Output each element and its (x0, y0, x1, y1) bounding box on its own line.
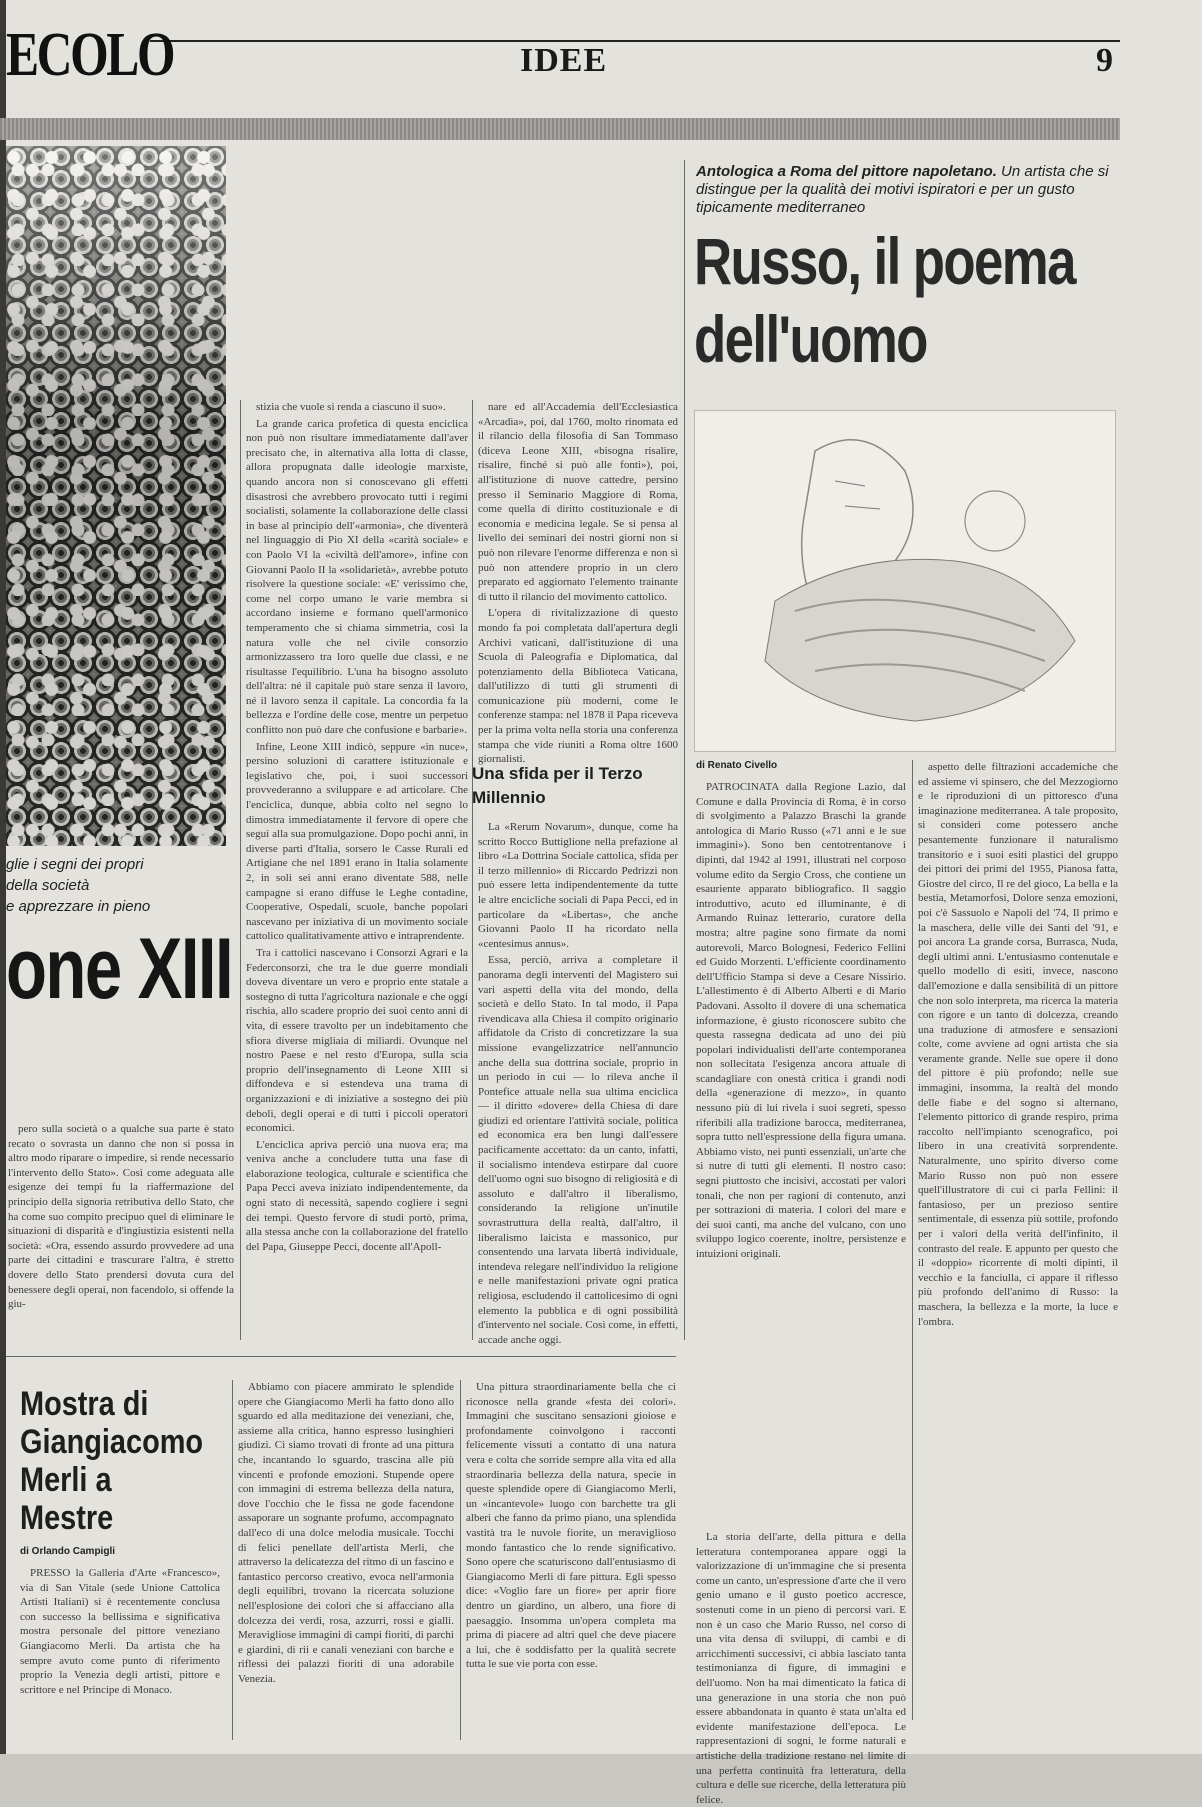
left-story-column-1 (8, 1122, 234, 1340)
paragraph: Una pittura straordinariamente bella che ci riconosce nella grande «festa dei colori». Immagini che suscitano sensazioni gioiose e profondamente coinvolgono i racconti felicemente vissuti a contatto di una natura vera e colta che sorride sempre alla vita ed alla straordinaria bellezza della natura, specie in queste splendide opere di Giangiacomo Merli, un «incantevole» luogo con barchette tra gli alberi che fanno da primo piano, una splendida vastità tra le nuvole fiorite, un meraviglioso mondo fantastico che lo rende significativo. Sono opere che scaturiscono dall'entusiasmo di Giangiacomo Merli di fare pittura. Egli spesso dice: «Voglio fare un fiore» per aprir fiore dentro un giardino, un albero, una fiore di paesaggio. Insomma un'opera completa ma prima di piacere ad altri quel che deve piacere a lui, che è soddisfatto per la qualità secrete tutta le sue vie porta con esse. (466, 1381, 676, 1671)
masthead-logo: ECOLO (6, 21, 174, 89)
painting-sketch-icon (695, 411, 1115, 751)
header-rule (150, 40, 1120, 42)
column-rule (240, 400, 241, 1340)
left-story-subhead: Una sfida per il Terzo Millennio (472, 764, 643, 807)
column-rule (912, 760, 913, 1720)
paragraph: aspetto delle filtrazioni accademiche che ed assieme vi spinsero, che del Mezzogiorno e le riproduzioni di un pittoresco d'una imaginazione mediterranea. A tale proposito, si consideri come potessero anche pesantemente funzionare il naturalismo transitorio e i suoi esiti plastici del gruppo dei pittori dei primi del 1955, Pianosa fatta, Giostre del circo, Il re del gioco, La bella e la bestia, Metamorfosi, Dolore senza emozioni, poi c'è Sassuolo e Napoli del '74, Il primo e la maschera, delle ville dei Santi del '91, e poi ancora La grande corsa, Burrasca, Nuda, degli ultimi anni. L'entusiasmo contenutale e quello modello di esiti, invece, nascono dall'emozione e dalla sensibilità di un pittore che non solo interpreta, ma ricerca la materia con rigore e un tanto di dolcezza, creando una traduzione di atmosfere e sensazioni colte, come avviene ad ogni artista che sia veramente grande. Nelle sue opere il dono del pittore è più profondo; nelle sue immagini, insomma, la realtà del mondo delle fiabe e del sogno si alternano, l'elemento pittorico di grande respiro, prima raccolto nell'impianto scenografico, poi libero in una creatività sorprendente. Naturalmente, uno spirito diverso come Mario Russo non può non essere quell'illustratore di cui ci parla Fellini: il fantasioso, per un prezioso sentire sentimentale, di essenza più sottile, profondo per i valori della verità dell'infinito, il contrasto del reale. E appunto per questo che il «doppio» ricorrente di molti dipinti, il vecchio e la fanciulla, ci appare il riflesso più profondo dell'animo di Russo: la maschera, la bellezza e la morte, la luce e l'ombra. (918, 761, 1118, 1328)
header-band (0, 118, 1120, 140)
left-story-headline: one XIII (6, 921, 233, 1017)
photo-shading (6, 146, 226, 846)
paragraph: La grande carica profetica di questa enciclica non può non risultare immediatamente dall'aver precisato che, in alternativa alla lotta di classe, allora propugnata dalle ideologie marxiste, quando ancora non si conoscevano gli effetti disastrosi che avrebbero provocato tutti i regimi socialisti, solamente la collaborazione delle classi in base al principio dell'«armonia», che diventerà nel linguaggio di Pio XI della «carità sociale» e con Paolo VI la «civiltà dell'amore», infine con Giovanni Paolo II la «solidarietà», avrebbe potuto risolvere la questione sociale: «E' verissimo che, come nel corpo umano le varie membra si accordano insieme e formano quell'armonico temperamento che si chiama simmetria, così la natura volle che nel civile consorzio armonizzassero tra loro quelle due classi, e ne risultasse l'equilibrio. L'una ha bisogno assoluto dell'altra: né il capitale può stare senza il lavoro, né il lavoro senza il capitale. La concordia fa la bellezza e l'ordine delle cose, mentre un perpetuo conflitto non può dare che confusione e barbarie». (246, 417, 468, 737)
page-number: 9 (1096, 42, 1113, 79)
left-story-column-3 (478, 400, 678, 766)
paragraph: Abbiamo con piacere ammirato le splendide opere che Giangiacomo Merli ha fatto dono allo sguardo ed alla meditazione dei veneziani, che, assieme alla critica, hanno espresso lusinghieri giudizi. Ci siamo trovati di fronte ad una pittura che, incantando lo sguardo, trascina alle più vincenti e profonde emozioni. Stupende opere con immagini di estrema bellezza della natura, dove l'occhio che le fissa ne gode facendone assaporare un sognante profumo, accompagnato dall'eco di una dolce melodia musicale. Tocchi di felici penellate dell'artista Merli, che attraverso la delicatezza del ritmo di un fascino e fantastico percorso creativo, evoca nell'armonia degli equilibri, trovano la ricercata soluzione nell'esplosione dei colori che si affacciano alla dolcezza dei verdi, rosa, azzurri, rossi e gialli. Meravigliose immagini di campi fioriti, di parchi e giardini, di rii e canali veneziani con barche e riflessi dei palazzi fioriti di una adorabile Venezia. (238, 1381, 454, 1685)
painting-illustration (694, 410, 1116, 752)
headline-line: dell'uomo (694, 302, 927, 376)
paragraph: stizia che vuole si renda a ciascuno il suo». (256, 401, 446, 413)
photo-caption (6, 854, 236, 917)
left-story-column-2 (246, 400, 468, 1340)
paragraph: pero sulla società o a qualche sua parte è stato recato o sovrasta un danno che non si possa in altro modo riparare o impedire, si rende necessario l'intervento dello Stato». Così come adeguata alle esigenze dei tempi fu la riaffermazione del principio della signoria retributiva dello Stato, che ha come suo compito precipuo quel di eliminare le situazioni di disparità e d'ingiustizia esistenti nella società: «Ora, essendo assurdo provvedere ad una parte dei cittadini e trascurare l'altra, è stretto dovere dello Stato prendersi dovuta cura del benessere degli operai, non facendolo, si offende la giu- (8, 1123, 234, 1311)
paragraph: PRESSO la Galleria d'Arte «Francesco», via di San Vitale (sede Unione Cattolica Artisti Italiani) si è recentemente conclusa con successo la bellissima e significativa mostra personale del pittore veneziano Giangiacomo Merli. Da artista che ha sempre avuto come punto di riferimento proprio la Venezia degli artisti, pittore e scrittore e nel Principe di Monaco. (20, 1567, 220, 1696)
paragraph: L'enciclica apriva perciò una nuova era; ma veniva anche a concludere tutta una fase di elaborazione teologica, culturale e scientifica che Papa Pecci aveva iniziato indipendentemente, da ogni stato di necessità, sapendo cogliere i segni dei tempi. Questo fervore di studi portò, prima, alla stessa anche con la collaborazione del fratello del Papa, Giuseppe Pecci, docente all'Apoll- (246, 1138, 468, 1253)
headline-line: Russo, il poema (694, 224, 1075, 298)
left-story-column-3b (478, 820, 678, 1346)
column-rule (684, 160, 685, 1340)
caption-line: della società (6, 877, 90, 894)
paragraph: PATROCINATA dalla Regione Lazio, dal Comune e dalla Provincia di Roma, è in corso di svolgimento a Palazzo Braschi la grande antologica di Mario Russo («71 anni e le sue immagini»). Sono ben centotrentanove i dipinti, dal 1942 al 1991, illustrati nel corposo volume edito da Sergio Cross, che contiene un esauriente apparato bibliografico. Il saggio introduttivo, acuto ed illuminante, è di Armando Ruinaz letterario, curatore della mostra; altre pagine sono firmate da nomi autorevoli, Marco Bolognesi, Federico Fellini ed Guido Morzenti. L'efficiente coordinamento dell'Ufficio Stampa si deve a Cesare Nissirio. L'allestimento è di Alberto Alberti e di Mario Padovani. Assolto il dovere di una schematica informazione, è giusto riconoscere subito che questa rassegna dedicata ad uno dei più popolari individualisti dell'arte contemporanea non sollecitata l'esigenza ancora attuale di scandagliare con onestà critica i grandi nodi della «generazione di mezzo», in quanto nessuno più di lui rivela i suoi segreti, spesso riferibili alla tradizione barocca, mediterranea, sopra tutto nell'espressione della figura umana. Abbiamo visto, nei punti essenziali, un'arte che si nutre di tutti gli elementi. Il nostro caso: segni piuttosto che incisivi, accostati per valori tonali, che non per ragioni di contenuto, anzi per sottrazioni di materia. I colori del mare e dei suoi canti, ma anche del vulcano, con uno sviluppo logico coerente, inoltre, persistenze e intuizioni originali. (696, 781, 906, 1260)
paragraph: La «Rerum Novarum», dunque, come ha scritto Rocco Buttiglione nella prefazione al libro «La Dottrina Sociale cattolica, sfida per il terzo millennio» di Riccardo Pedrizzi non può essere letta indipendentemente da tutte le altre encicliche sociali di Papa Pecci, ed in particolare da «Libertas», che anche Giovanni Paolo II ha ricordato nella «centesimus annus». (478, 821, 678, 950)
paragraph: L'opera di rivitalizzazione di questo mondo fa poi completata dall'apertura degli Archivi vaticani, dall'istituzione di una Scuola di Paleografia e Diplomatica, dal potenziamento della Biblioteca Vaticana, dall'utilizzo di tutti gli strumenti di comunicazione più moderni, come le conferenze stampa: nel 1878 il Papa riceveva per la prima volta nella storia una conferenza stampa che vide riuniti a Roma oltre 1600 giornalisti. (478, 607, 678, 766)
bottom-story-column-3 (466, 1380, 676, 1740)
paragraph: La storia dell'arte, della pittura e della letteratura contemporanea appare oggi la valorizzazione di un'immagine che si presenta come un canto, un'espressione d'arte che il vero genio umano e il gusto poetico accresce, sostenuti come in un pieno di percorsi vari. E non è un caso che Mario Russo, nel corso di una vita densa di sviluppi, di cambi e di arricchimenti successivi, ci abbia lasciato tanta testimonianza di figure, di immagini e dell'uomo. Non ha mai dimenticato la fatica di una generazione in una storia che non può essere abbandonata in quanto è stata un'alta ed evidente manifestazione dell'epoca. Le rappresentazioni di sogni, le forme naturali e artistiche della tradizione restano nel limite di una perfetta continuità fra letteratura, della cultura e delle sue ricerche, della letteratura più felice. (696, 1531, 906, 1806)
right-story-column-1 (696, 780, 906, 1520)
bottom-story-headline: Mostra di Giangiacomo Merli a Mestre (20, 1385, 204, 1537)
paragraph: Tra i cattolici nascevano i Consorzi Agrari e la Federconsorzi, che tra le due guerre mondiali doveva diventare un vero e proprio ente statale a sostegno di tutta l'agricoltura nazionale e che oggi rischia, allo scadere proprio dei suoi cento anni di vita, di essere travolto per un indebitamento che sfiora diverse migliaia di miliardi. Ovunque nel nostro Paese e nel resto d'Europa, sulla scia proprio dell'insegnamento di Leone XIII si diffondeva e si estendeva una trama di organizzazioni e di iniziative a sostegno dei più deboli, degli operai e di tutti i piccoli operatori economici. (246, 946, 468, 1135)
column-rule (232, 1380, 233, 1740)
section-label: IDEE (520, 42, 608, 79)
kicker-text: Un artista che si distingue per la qualità dei motivi ispiratori e per un gusto tipicamente mediterraneo (696, 163, 1109, 216)
bottom-story-column-1 (20, 1566, 220, 1726)
column-rule (460, 1380, 461, 1740)
bottom-story-byline: di Orlando Campigli (20, 1546, 116, 1557)
caption-line: glie i segni dei propri (6, 856, 144, 873)
right-story-headline (694, 222, 1075, 378)
caption-line: e apprezzare in pieno (6, 898, 151, 915)
right-story-column-1-continued (696, 1530, 906, 1806)
paragraph: Essa, perciò, arriva a completare il panorama degli interventi del Magistero sui vari aspetti della vita del mondo, della società e dello Stato. In tal modo, il Papa rivendicava alla Chiesa il compito originario affidatole da Cristo di concretizzare la sua missione evangelizzatrice nell'annuncio anche della sua dottrina sociale, proprio in un periodo in cui — lo rileva anche il Pontefice attuale nella sua ultima enciclica — il diritto «dovere» della Chiesa di dare giudizi ed orientare l'attività sociale, politica ed economica era ben lungi dall'essere pacificamente accettato: da un canto, infatti, il socialismo intendeva estirpare dal cuore dell'uomo ogni suo bisogno di religiosità e di assoluto e dall'altro il liberalismo, considerando la religione un'inutile sovrastruttura della realtà, dall'altro, il liberalismo laicista e massonico, pur consentendo una larvata libertà individuale, intendeva relegare nell'individuo la religione e nelle manifestazioni private ogni pratica religiosa, escludendo il cattolicesimo di ogni elemento la pubblica e di ogni possibilità d'intervento nel sociale. Così come, in effetti, accade anche oggi. (478, 954, 678, 1346)
right-story-kicker (696, 163, 1126, 217)
bottom-story-rule (6, 1356, 676, 1357)
bottom-story-column-2 (238, 1380, 454, 1740)
right-story-column-2 (918, 760, 1118, 1740)
paragraph: nare ed all'Accademia dell'Ecclesiastica «Arcadia», poi, dal 1760, molto rinomata ed il rilancio della filosofia di San Tommaso (diceva Leone XIII, «bisogna risalire, risalire, finché si può alle fonti»), poi, all'istituzione di nuove cattedre, persino presso il Seminario Maggiore di Roma, come quella di diritto costituzionale e di economia e medicina legale. Se si pensa al livello dei seminari dei nostri giorni non si può non rilevare l'enorme differenza e non si può non attendere proprio in un clero preparato ed aggiornato l'elemento trainante di tutto il rilancio del movimento cattolico. (478, 401, 678, 603)
paragraph: Infine, Leone XIII indicò, seppure «in nuce», persino soluzioni di carattere istituzionale e legislativo che, poi, i suoi successori provvederanno a sviluppare e ad articolare. Che l'enciclica, dunque, abbia colto nel segno lo dimostra immediatamente il fervore di opere che seguì alla sua promulgazione. Dopo pochi anni, in diverse parti d'Italia, sorsero le Casse Rurali ed Artigiane che nel 1891 erano in Italia solamente 2, in soli sei anni erano diventate 588, nelle campagne si erano diffuse le Leghe contadine, Cooperative, Ospedali, scuole, banche popolari nascevano per iniziativa di un movimento sociale cattolico qualitativamente attivo e intraprendente. (246, 740, 468, 943)
column-rule (472, 400, 473, 1340)
right-story-byline: di Renato Civello (696, 760, 778, 771)
kicker-bold: Antologica a Roma del pittore napoletano. (696, 163, 997, 180)
